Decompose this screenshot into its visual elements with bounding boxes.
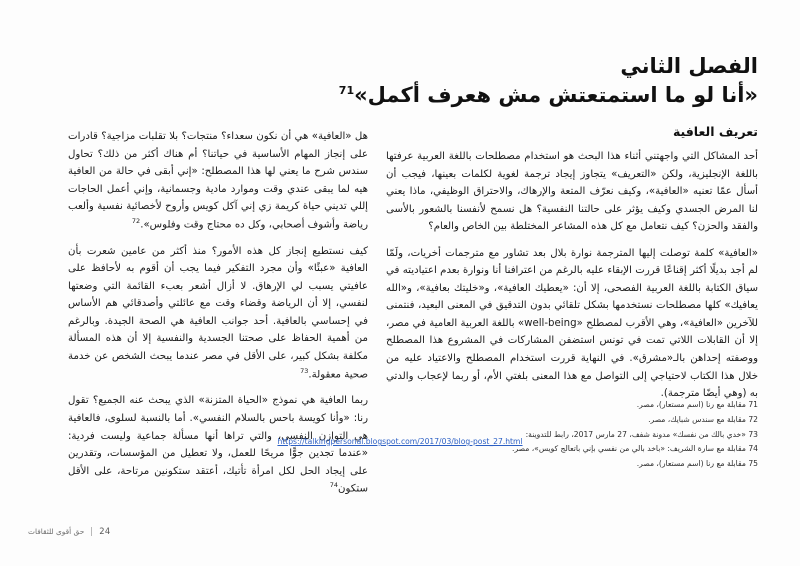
chapter-title-footnote-marker: 71 (338, 84, 355, 98)
footnote-text: «خدي بالك من نفسك» مدونة شفف، 27 مارس 2017، رابط للتدوينة: (525, 429, 746, 439)
chapter-label: الفصل الثاني (620, 54, 758, 78)
footnote-number: 75 (748, 459, 758, 469)
section-heading: تعريف العافية (672, 123, 758, 139)
footnotes-block (386, 398, 758, 472)
body-column-right (386, 148, 758, 403)
footnote-text: مقابلة مع سارة الشريف: «باخد بالي من نفسي بإني باتعالج كويس»، مصر. (512, 444, 746, 454)
footnote-text: مقابلة مع رنا (اسم مستعار)، مصر. (636, 400, 746, 409)
chapter-title (338, 81, 758, 109)
footnote-text: مقابلة مع رنا (اسم مستعار)، مصر. (636, 459, 746, 469)
paragraph-text: ربما العافية هي نموذج «الحياة المتزنة» الذي يبحث عنه الجميع؟ تقول رنا: «وأنا كويسة باحس بالسلام النفسي». أما بالنسبة لسلوى، فالعافية هي التوازن النفسي، والتي تراها أنها مسألة جماعية وليست فردية: «عندما تجدين جوًّا مريحًا للعمل، ولا تعطيل من المؤسسات، وتقدرين على إيجاد الحل لكل امرأة تأتيك، أعتقد ستكونين مرتاحة، على الأقل ستكون (68, 395, 368, 495)
footnote-text: مقابلة مع سندس شبايك، مصر. (648, 414, 746, 424)
footnote-number: 73 (748, 429, 758, 439)
page-number: 24 (99, 526, 111, 536)
footnote-number: 74 (748, 444, 758, 454)
chapter-title-text: «أنا لو ما استمتعتش مش هعرف أكمل» (354, 83, 758, 108)
paragraph: أحد المشاكل التي واجهتني أثناء هذا البحث هو استخدام مصطلحات باللغة العربية عرفتها باللغة الإنجليزية، ولكن «التعريف» يتجاوز إيجاد ترجمة لغوية لكلمات بعينها، فيجب أن أسأل عمّا تعنيه «العافية»، وكيف نعرّف المتعة والإرهاك، والاحتراق الوظيفي، ماذا يعني لنا المرض الجسدي وكيف يؤثر على حالتنا النفسية؟ هل نسمح لأنفسنا بالشعور بالأسى والفقد والحزن؟ كيف نتعامل مع كل هذه المشاعر المختلطة بين الخاص والعام؟ (386, 151, 758, 233)
paragraph-text: كيف نستطيع إنجاز كل هذه الأمور؟ منذ أكثر من عامين شعرت بأن العافية «عبئًا» وأن مجرد التفكير فيما يجب أن أقوم به لأحافظ على عافيتي يسبب لي الإرهاق. لا أزال أشعر بعبء القائمة التي وضعتها لنفسي، إلا أن الرياضة وقضاء وقت مع عائلتي وأصدقائي هم الأساس في إحساسي بالعافية. أحد جوانب العافية هي الصحة الجيدة. وبالرغم من أهمية الحفاظ على صحتنا الجسدية والنفسية إلا أن هذه المسألة مكلفة بشكل كبير، على الأقل في مصر عندما يبحث الشخص عن خدمة صحية معقولة. (68, 245, 368, 380)
paragraph-text: هل «العافية» هي أن نكون سعداء؟ منتجات؟ بلا تقلبات مزاجية؟ قادرات على إنجاز المهام الأساسية في حياتنا؟ أم هناك أكثر من ذلك؟ تحاول سندس شرح ما يعني لها هذا المصطلح: «إني أبقى في حالة من العافية هيه لما يبقى عندي وقت وموارد مادية وجسمانية، وإني أعمل الحاجات إللي تديني حياة كريمة زي إني آكل كويس وأروح لأخصائية نفسية وألعب رياضة وأشوف أصحابي، وكل ده محتاج وقت وفلوس». (68, 131, 368, 231)
footnote-marker: 73 (300, 366, 309, 375)
chapter-heading-block (338, 52, 758, 139)
paragraph (68, 128, 368, 234)
footnote-marker: 72 (131, 216, 141, 225)
footnote-item (386, 457, 758, 472)
footnote-item (386, 398, 758, 413)
paragraph (68, 243, 368, 384)
paragraph: «العافية» كلمة توصلت إليها المترجمة نوارة بلال بعد تشاور مع مترجمات أخريات، ولَمّا لم أجد بديلًا أكثر إقناعًا قررت الإبقاء عليه بالرغم من اعترافنا أنا ونوارة بعدم اعتياديته في سياق الكتابة باللغة العربية الفصحى، إلا أن: «يعطيك العافية»، و«خليتك بعافية»، و«الله يعافيك» كلها مصطلحات نستخدمها بشكل تلقائي بدون التدقيق في المعنى البعيد، فنتمنى للآخرين «العافية»، وهي الأقرب لمصطلح «well-being» باللغة العربية العامية في مصر، إلا أن القابلات اللاتي تمت في تونس استضفن المشاركات في المشروع هذا المصطلح ووصفته إحداهن بالـ«مشرق». في النهاية قررت استخدام المصطلح والاعتياد عليه من خلال هذا الكتاب لاحتياجي إلى التواصل مع هذا المعنى بلغتي الأم، أو ربما لإعجاب والدتي به (وهي أيضًا مترجمة). (386, 247, 758, 400)
footnote-number: 72 (748, 414, 758, 424)
footer-label: حق أقوى للثقافات (28, 526, 85, 536)
footnote-url-link[interactable]: https://talkingpersonal.blogspot.com/2017/03/blog-post_27.html (277, 437, 523, 446)
footer-divider (91, 527, 92, 536)
page-footer (28, 526, 111, 536)
footnote-number: 71 (748, 400, 758, 409)
footnote-marker: 74 (329, 481, 339, 490)
footnote-url-line (0, 437, 800, 446)
footnote-item (386, 413, 758, 428)
